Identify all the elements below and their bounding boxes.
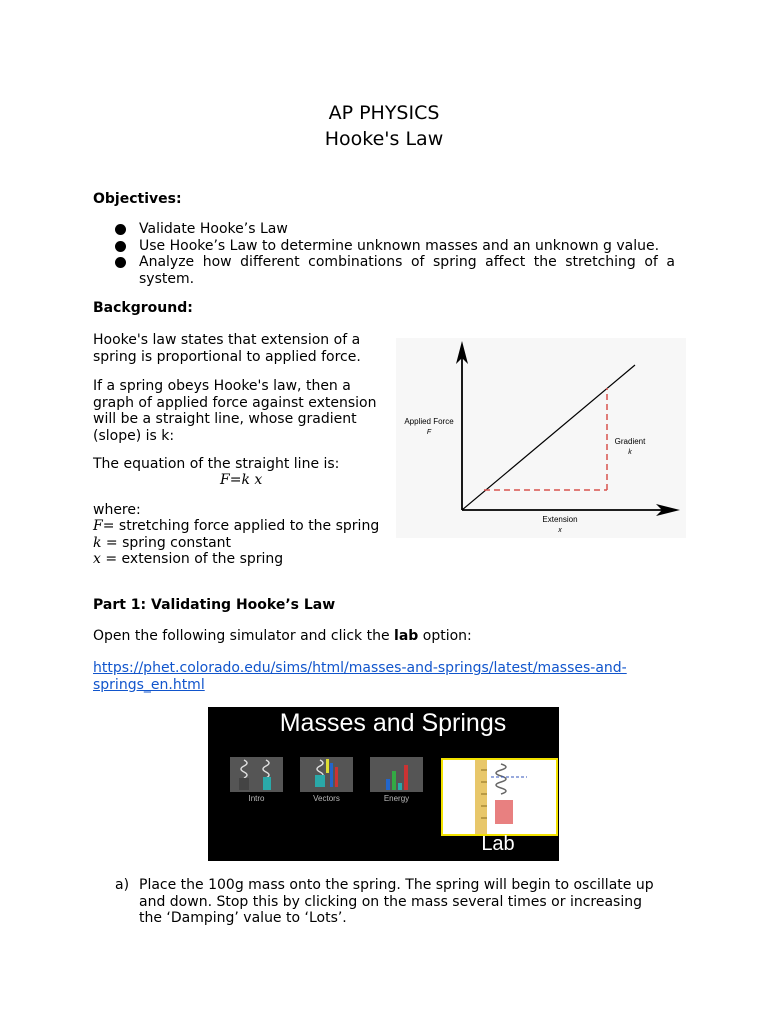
intro-screen-thumbnail (230, 757, 283, 792)
objective-text: Analyze how different combinations of spring affect the stretching of a system. (139, 254, 675, 287)
objective-item (115, 221, 675, 238)
definition-x (93, 551, 283, 568)
hookes-law-equation: F=k x (220, 472, 263, 488)
instruction-text: Open the following simulator and click the (93, 628, 395, 644)
step-text (139, 877, 675, 927)
intro-springs-icon (230, 757, 283, 792)
bullet-icon (115, 241, 126, 252)
equation-intro: The equation of the straight line is: (93, 456, 340, 472)
banner-title: Masses and Springs (279, 709, 507, 737)
where-label: where: (93, 502, 141, 518)
text-line: Place the 100g mass onto the spring. The spring will begin to oscillate up (139, 877, 654, 893)
objectives-heading: Objectives: (93, 191, 182, 207)
gradient-label: Gradient (614, 437, 646, 446)
lab-screen-label[interactable]: Lab (481, 833, 515, 855)
lab-screen-thumbnail[interactable] (441, 758, 558, 836)
part1-instruction (93, 628, 472, 645)
objective-item (115, 254, 675, 287)
text-line: If a spring obeys Hooke's law, then a (93, 378, 351, 394)
definition-x-text: = extension of the spring (100, 551, 284, 567)
y-axis-symbol: F (426, 429, 432, 436)
text-line: (slope) is k: (93, 427, 175, 444)
vectors-icon (300, 757, 353, 792)
bullet-icon (115, 257, 126, 268)
definition-k (93, 535, 231, 552)
energy-screen-label: Energy (383, 794, 410, 803)
symbol-x: x (93, 551, 101, 567)
text-line: will be a straight line, whose gradient (93, 411, 357, 427)
instruction-text-end: option: (418, 628, 472, 644)
background-heading: Background: (93, 300, 193, 316)
step-marker: a) (115, 877, 130, 893)
link-line[interactable]: https://phet.colorado.edu/sims/html/masses-and-springs/latest/masses-and- (93, 660, 627, 676)
definition-f (93, 518, 379, 535)
text-line: Hooke's law states that extension of a (93, 332, 361, 348)
objective-text: Validate Hooke’s Law (139, 221, 288, 237)
x-axis-label: Extension (542, 515, 578, 524)
page-title-line-1: AP PHYSICS (328, 102, 440, 124)
instruction-bold: lab (394, 628, 419, 644)
gradient-symbol: k (628, 449, 632, 456)
energy-screen-thumbnail (370, 757, 423, 792)
x-axis-symbol: x (558, 527, 562, 534)
energy-bars-icon (370, 757, 423, 792)
objectives-list (115, 221, 675, 287)
hookes-law-graph (396, 338, 686, 538)
background-paragraph-2 (93, 378, 376, 444)
bullet-icon (115, 224, 126, 235)
text-line: and down. Stop this by clicking on the mass several times or increasing (139, 893, 642, 910)
y-axis-label: Applied Force (404, 417, 454, 426)
text-line: graph of applied force against extension (93, 394, 377, 411)
simulator-banner (208, 707, 559, 861)
page-title-line-2: Hooke's Law (324, 128, 444, 150)
definition-f-text: = stretching force applied to the spring (102, 518, 380, 534)
simulator-link[interactable] (93, 660, 627, 693)
background-paragraph-1 (93, 332, 361, 365)
objective-item (115, 238, 675, 255)
procedure-step (115, 877, 675, 927)
intro-screen-label: Intro (248, 794, 265, 803)
text-line: the ‘Damping’ value to ‘Lots’. (139, 910, 347, 926)
symbol-f: F (93, 518, 103, 534)
text-line: spring is proportional to applied force. (93, 348, 361, 365)
definition-k-text: = spring constant (101, 535, 232, 551)
objective-text: Use Hooke’s Law to determine unknown masses and an unknown g value. (139, 237, 660, 254)
part1-heading: Part 1: Validating Hooke’s Law (93, 597, 336, 613)
lab-spring-icon (443, 760, 556, 834)
vectors-screen-thumbnail (300, 757, 353, 792)
vectors-screen-label: Vectors (313, 794, 340, 803)
link-line[interactable]: springs_en.html (93, 676, 205, 693)
symbol-k: k (93, 535, 102, 551)
